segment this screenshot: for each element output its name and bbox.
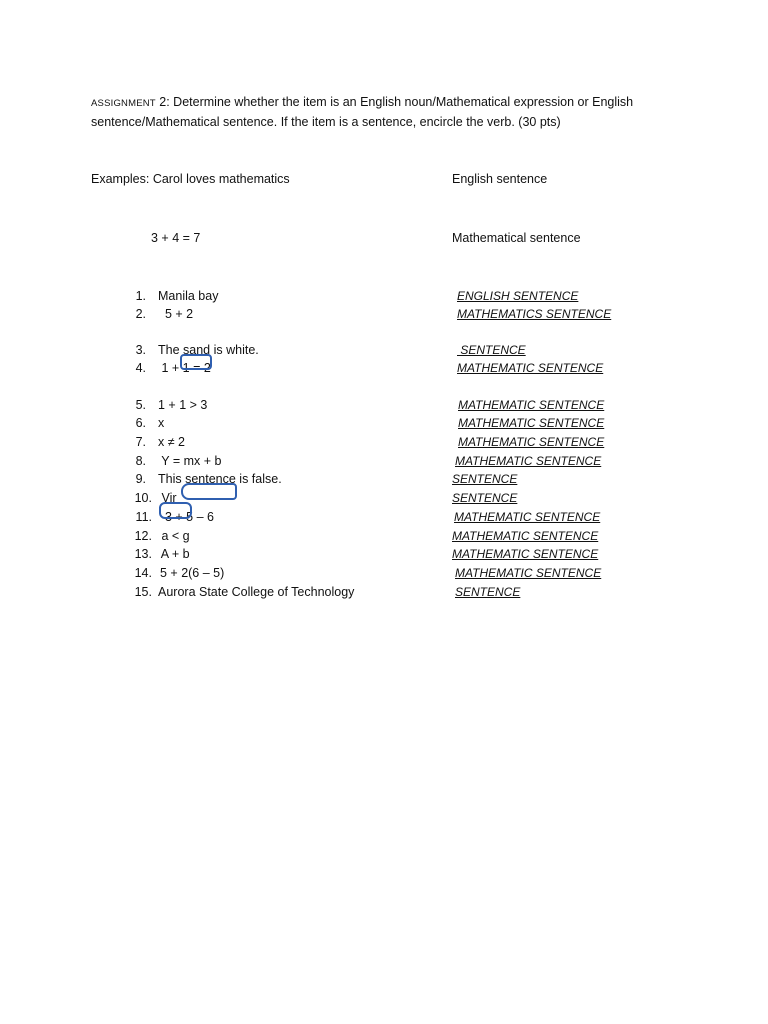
item-number: 10. (134, 491, 152, 505)
item-answer: MATHEMATIC SENTENCE (458, 416, 605, 430)
item-text: 5 + 2 (158, 307, 194, 321)
item-answer: ENGLISH SENTENCE (457, 289, 579, 303)
item-number: 8. (135, 454, 146, 468)
item-text: a < g (158, 529, 190, 543)
item-answer: SENTENCE (457, 343, 526, 357)
item-text: Aurora State College of Technology (158, 585, 355, 599)
item-text: x (158, 416, 165, 430)
item-number: 13. (134, 547, 152, 561)
item-answer: SENTENCE (452, 491, 518, 505)
item-text: Vir (158, 491, 177, 505)
verb-circle-mark (181, 483, 237, 500)
item-number: 7. (135, 435, 146, 449)
item-answer: MATHEMATIC SENTENCE (455, 566, 602, 580)
item-text: x ≠ 2 (158, 435, 186, 449)
verb-circle-mark (180, 354, 212, 370)
example-1-text: Examples: Carol loves mathematics (91, 172, 290, 186)
item-answer: MATHEMATIC SENTENCE (458, 435, 605, 449)
item-number: 4. (135, 361, 146, 375)
item-number: 1. (135, 289, 146, 303)
example-2-expression: 3 + 4 = 7 (151, 231, 201, 245)
item-text: 5 + 2(6 – 5) (160, 566, 225, 580)
assignment-label: ASSIGNMENT (91, 98, 156, 109)
verb-circle-mark (159, 502, 192, 519)
item-answer: MATHEMATIC SENTENCE (457, 361, 604, 375)
item-text: A + b (158, 547, 190, 561)
item-number: 5. (135, 398, 146, 412)
instructions-line-2: sentence/Mathematical sentence. If the item is a sentence, encircle the verb. (30 pts) (91, 115, 561, 129)
item-number: 3. (135, 343, 146, 357)
assignment-instructions (91, 93, 691, 132)
item-answer: MATHEMATIC SENTENCE (458, 398, 605, 412)
item-answer: MATHEMATIC SENTENCE (455, 454, 602, 468)
item-answer: MATHEMATIC SENTENCE (454, 510, 601, 524)
item-text: 1 + 1 = 2 (158, 361, 211, 375)
item-answer: SENTENCE (455, 585, 521, 599)
item-number: 12. (134, 529, 152, 543)
example-2-answer: Mathematical sentence (452, 231, 581, 245)
item-text: Y = mx + b (158, 454, 222, 468)
item-number: 6. (135, 416, 146, 430)
item-text: The sand is white. (158, 343, 259, 357)
item-answer: MATHEMATICS SENTENCE (457, 307, 612, 321)
item-answer: MATHEMATIC SENTENCE (452, 529, 599, 543)
item-answer: SENTENCE (452, 472, 518, 486)
item-number: 11. (135, 510, 152, 524)
item-number: 2. (135, 307, 146, 321)
item-text: Manila bay (158, 289, 219, 303)
item-number: 15. (134, 585, 152, 599)
item-text: 1 + 1 > 3 (158, 398, 208, 412)
instructions-line-1 (91, 93, 691, 113)
item-number: 9. (135, 472, 146, 486)
item-answer: MATHEMATIC SENTENCE (452, 547, 599, 561)
item-text: 3 + 5 – 6 (158, 510, 214, 524)
item-number: 14. (134, 566, 152, 580)
item-text: This sentence is false. (158, 472, 282, 486)
example-1-answer: English sentence (452, 172, 548, 186)
instructions-line-1-text: 2: Determine whether the item is an English noun/Mathematical expression or English (155, 95, 634, 109)
